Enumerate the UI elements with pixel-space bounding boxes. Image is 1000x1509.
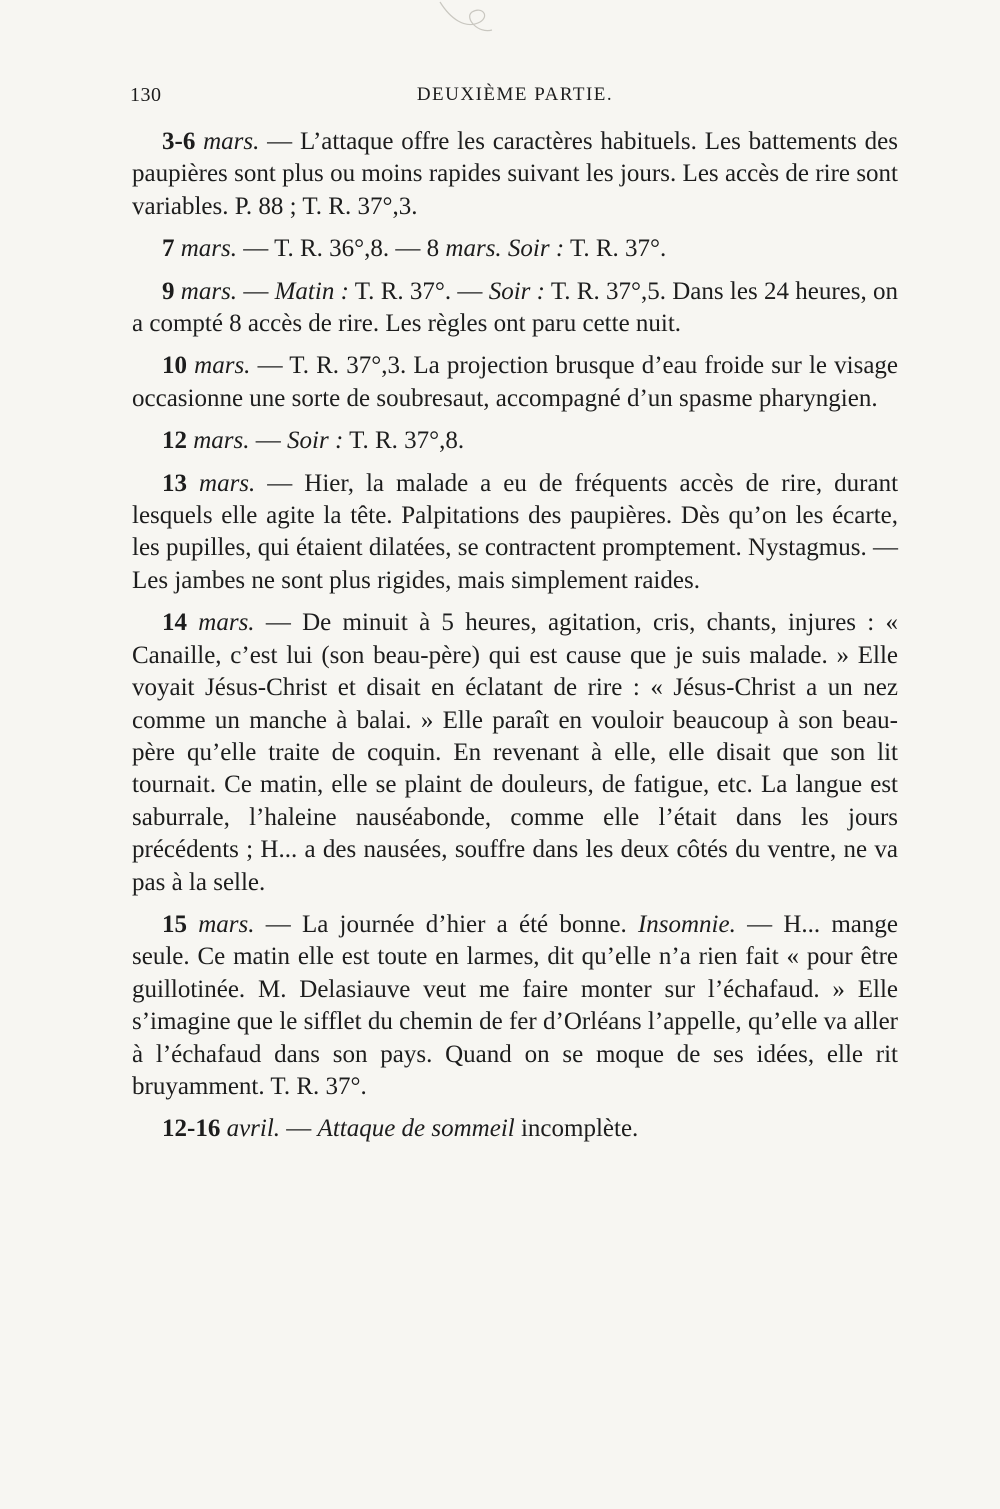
entry-text: — De minuit à 5 heures, agitation, cris, chants, injures : « Canaille, c’est lui (son beau-père) qui est cause que je suis malade. » Elle voyait Jésus-Christ et disait en éclatant de rire : « Jésus-Christ a un nez comme un manche à balai. » Elle paraît en vouloir beaucoup à son beau-père qu’elle traite de coquin. En revenant à elle, elle disait que son lit tournait. Ce matin, elle se plaint de douleurs, de fatigue, etc. La langue est saburrale, l’haleine nauséabonde, comme elle l’était dans les jours précédents ; H... a des nausées, souffre dans les deux côtés du ventre, ne va pas à la selle. [132,609,899,896]
entry-date: 3-6 [162,128,196,155]
entry-date: 12-16 [162,1115,221,1143]
running-head [130,84,900,114]
entry-text: — T. R. 36°,8. — 8 [237,235,446,263]
entry-13-mars [132,468,898,598]
entry-text: — La journée d’hier a été bonne. [254,910,638,938]
entry-italic-text: Soir : [287,427,344,455]
entry-10-mars [132,350,898,415]
entry-text: — Hier, la malade a eu de fréquents accès de rire, durant lesquels elle agite la tête. Palpitations des paupières. Dès qu’on les écarte, les pupilles, qui étaient dilatées, se contractent promptement. Nystagmus. — Les jambes ne sont plus rigides, mais simplement raides. [132,469,899,594]
page-number: 130 [130,84,162,106]
entry-italic-text: mars. Soir : [445,235,565,263]
entry-12-mars [132,425,898,457]
running-title: DEUXIÈME PARTIE. [416,84,614,105]
entry-3-6-mars [132,126,898,223]
entry-date: 9 [162,277,175,305]
entry-date: 15 [162,910,187,938]
entry-date: 10 [162,352,187,380]
entry-text: T. R. 37°,5. Dans les 24 heures, on a compté 8 accès de rire. Les règles ont paru cette nuit. [132,277,899,338]
entry-12-16-avril [132,1113,898,1145]
entry-month: mars. [180,235,238,263]
entry-month: mars. [198,609,255,637]
entry-text: — [249,427,288,455]
entry-14-mars [132,607,898,899]
entry-date: 12 [162,427,187,455]
entry-text: T. R. 37°. — [348,277,489,305]
entry-italic-text: Matin : [274,277,349,305]
entry-text: T. R. 37°,8. [343,427,465,455]
entry-month: mars. [199,469,256,497]
entry-date: 13 [162,469,187,497]
entry-text: — T. R. 37°,3. La projection brusque d’eau froide sur le visage occasionne une sorte de soubresaut, accompagné d’un spasme pharyngien. [132,352,899,412]
entry-month: mars. [194,352,251,380]
entry-month: mars. [198,910,255,938]
entry-month: mars. [203,128,260,155]
entry-month: mars. [180,277,238,305]
entry-italic-text: Soir : [488,277,545,305]
entry-text: — [237,277,275,305]
entry-text: — [280,1115,318,1143]
entry-text: T. R. 37°. [564,235,667,263]
ink-scribble-mark [420,0,510,40]
entry-text: — H... mange seule. Ce matin elle est toute en larmes, dit qu’elle n’a rien fait « pour être guillotinée. M. Delasiauve veut me faire monter sur l’échafaud. » Elle s’imagine que le sifflet du chemin de fer d’Orléans l’appelle, qu’elle va aller à l’échafaud dans son pays. Quand on se moque de ses idées, elle rit bruyamment. T. R. 37°. [132,910,898,1100]
entry-15-mars [132,909,898,1103]
body-text [132,126,898,1156]
entry-italic-text: Attaque de sommeil [317,1115,515,1143]
entry-9-mars [132,276,898,341]
entry-date: 14 [162,609,187,637]
entry-date: 7 [162,235,175,263]
entry-text: incomplète. [514,1115,639,1143]
entry-month: avril. [226,1115,281,1143]
entry-italic-text: Insomnie. [637,910,736,938]
entry-7-mars [132,233,898,265]
entry-text: — L’attaque offre les caractères habituels. Les battements des paupières sont plus ou moins rapides suivant les jours. Les accès de rire sont variables. P. 88 ; T. R. 37°,3. [132,128,898,220]
entry-month: mars. [193,427,250,455]
